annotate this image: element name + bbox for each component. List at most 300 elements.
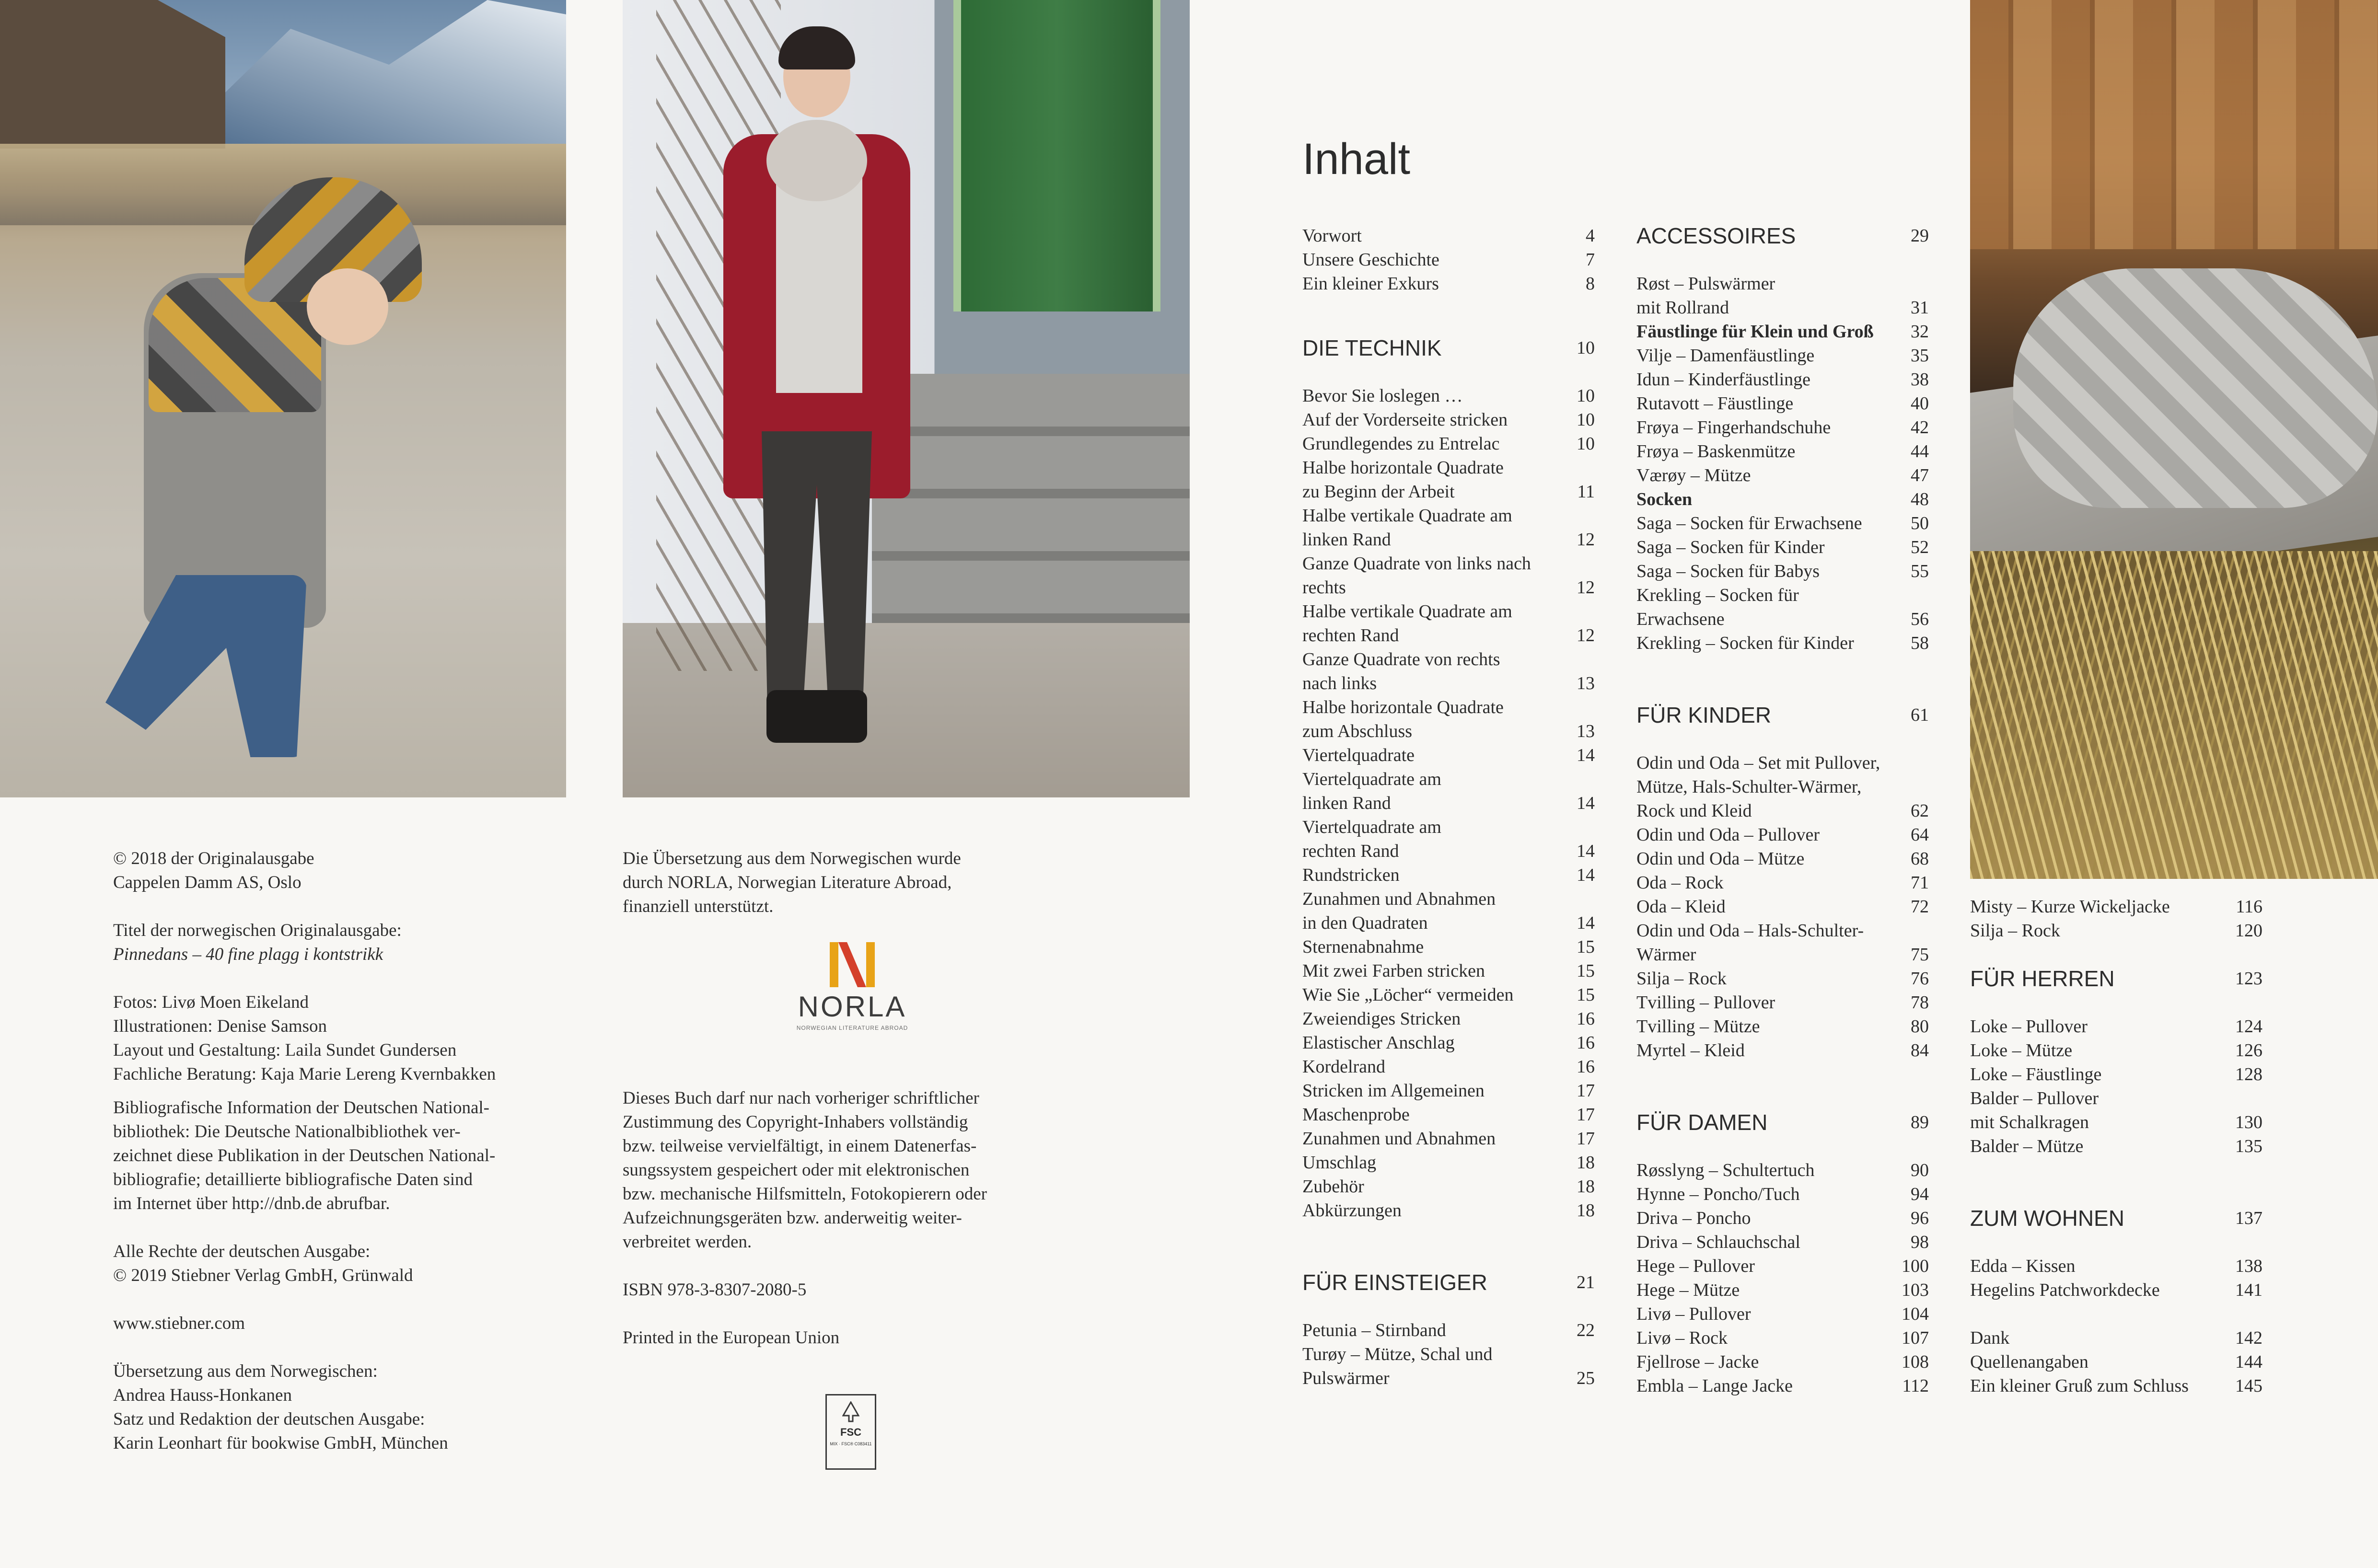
- toc-entry-title: Halbe horizontale Quadrate: [1302, 697, 1504, 717]
- toc-entry-title: Rundstricken: [1302, 865, 1400, 885]
- toc-page-number: 108: [1902, 1352, 1929, 1372]
- toc-entry: [1970, 1086, 2262, 1110]
- toc-page-number: 10: [1577, 410, 1595, 430]
- toc-entry: [1302, 647, 1595, 671]
- toc-entry-title: Hegelins Patchworkdecke: [1970, 1280, 2160, 1300]
- legal-line: Aufzeichnungsgeräten bzw. anderweitig weiter-: [623, 1208, 962, 1228]
- toc-page-number: 50: [1911, 513, 1929, 533]
- toc-page-number: 10: [1577, 338, 1595, 358]
- toc-entry: [1636, 607, 1929, 631]
- toc-entry: [1302, 1318, 1595, 1342]
- imprint-block: [113, 847, 592, 1455]
- toc-entry: [1302, 959, 1595, 983]
- toc-entry: [1302, 480, 1595, 504]
- toc-column-1: [1302, 224, 1595, 1390]
- fsc-label: FSC: [840, 1426, 861, 1438]
- toc-entry-title: Krekling – Socken für: [1636, 585, 1799, 605]
- toc-page-number: 107: [1902, 1328, 1929, 1348]
- toc-entry-title: Saga – Socken für Kinder: [1636, 537, 1825, 557]
- toc-page-number: 68: [1911, 849, 1929, 869]
- toc-entry-title: nach links: [1302, 673, 1377, 693]
- toc-page-number: 10: [1577, 386, 1595, 406]
- norla-wordmark: NORLA: [798, 991, 907, 1023]
- toc-entry: [1636, 1158, 1929, 1182]
- toc-entry-title: Bevor Sie loslegen …: [1302, 386, 1463, 406]
- toc-page-number: 84: [1911, 1040, 1929, 1061]
- toc-entry-title: Halbe horizontale Quadrate: [1302, 458, 1504, 478]
- toc-entry: [1302, 432, 1595, 456]
- toc-page-number: 130: [2235, 1112, 2262, 1132]
- toc-entry: [1302, 1007, 1595, 1031]
- toc-page-number: 62: [1911, 801, 1929, 821]
- toc-entry-title: Mit zwei Farben stricken: [1302, 961, 1485, 981]
- fsc-tree-icon: [842, 1401, 859, 1422]
- toc-page-number: 124: [2235, 1016, 2262, 1037]
- toc-page-number: 11: [1577, 482, 1595, 502]
- toc-entry: [1636, 1350, 1929, 1374]
- toc-entry: [1302, 224, 1595, 248]
- toc-section-heading: [1636, 1110, 1929, 1134]
- toc-entry-title: Balder – Mütze: [1970, 1136, 2084, 1156]
- toc-entry: [1302, 384, 1595, 408]
- toc-entry-title: DIE TECHNIK: [1302, 335, 1442, 360]
- biblio-line: bibliothek: Die Deutsche Nationalbibliothek ver-: [113, 1122, 461, 1141]
- toc-page-number: 72: [1911, 897, 1929, 917]
- toc-page-number: 15: [1577, 937, 1595, 957]
- toc-entry-title: Hege – Mütze: [1636, 1280, 1740, 1300]
- toc-entry: [1636, 1326, 1929, 1350]
- toc-entry-title: Socken: [1636, 489, 1693, 509]
- toc-entry-title: Krekling – Socken für Kinder: [1636, 633, 1854, 653]
- publisher-website: www.stiebner.com: [113, 1314, 245, 1333]
- photo-woman-red-cardigan: [623, 0, 1190, 797]
- toc-page-number: 90: [1911, 1160, 1929, 1180]
- toc-entry: [1970, 1326, 2262, 1350]
- toc-entry: [1302, 791, 1595, 815]
- toc-entry-title: Mütze, Hals-Schulter-Wärmer,: [1636, 777, 1862, 797]
- toc-page-number: 52: [1911, 537, 1929, 557]
- biblio-line: zeichnet diese Publikation in der Deutschen National-: [113, 1146, 496, 1165]
- toc-entry: [1636, 1302, 1929, 1326]
- toc-page-number: 16: [1577, 1033, 1595, 1053]
- toc-entry-title: Halbe vertikale Quadrate am: [1302, 506, 1512, 526]
- toc-page-number: 56: [1911, 609, 1929, 629]
- support-line: durch NORLA, Norwegian Literature Abroad,: [623, 873, 952, 892]
- toc-page-number: 96: [1911, 1208, 1929, 1228]
- toc-entry-title: Maschenprobe: [1302, 1105, 1410, 1125]
- toc-entry: [1636, 1038, 1929, 1062]
- toc-entry: [1302, 576, 1595, 600]
- toc-entry: [1302, 1199, 1595, 1222]
- toc-entry: [1636, 919, 1929, 943]
- original-title: Pinnedans – 40 fine plagg i kontstrikk: [113, 945, 383, 964]
- toc-entry: [1302, 911, 1595, 935]
- toc-entry-title: Balder – Pullover: [1970, 1088, 2099, 1108]
- toc-page-number: 58: [1911, 633, 1929, 653]
- credit-illustrations: Illustrationen: Denise Samson: [113, 1016, 327, 1036]
- toc-entry: [1970, 919, 2262, 943]
- legal-line: verbreitet werden.: [623, 1232, 752, 1252]
- toc-entry: [1636, 1182, 1929, 1206]
- toc-entry: [1636, 967, 1929, 991]
- toc-page-number: 75: [1911, 945, 1929, 965]
- toc-entry-title: Abkürzungen: [1302, 1200, 1402, 1221]
- toc-entry: [1302, 1175, 1595, 1199]
- toc-entry: [1636, 1015, 1929, 1038]
- toc-entry-title: Wärmer: [1636, 945, 1696, 965]
- toc-entry-title: zu Beginn der Arbeit: [1302, 482, 1455, 502]
- toc-column-3: [1970, 895, 2262, 1398]
- toc-entry-title: Røsslyng – Schultertuch: [1636, 1160, 1815, 1180]
- toc-page-number: 29: [1911, 226, 1929, 246]
- toc-page-number: 123: [2235, 968, 2262, 989]
- toc-page-number: 14: [1577, 913, 1595, 933]
- toc-entry: [1302, 839, 1595, 863]
- toc-page-number: 141: [2235, 1280, 2262, 1300]
- toc-entry-title: Frøya – Baskenmütze: [1636, 441, 1796, 461]
- toc-page-number: 21: [1577, 1272, 1595, 1292]
- toc-page-number: 55: [1911, 561, 1929, 581]
- toc-entry-title: Odin und Oda – Pullover: [1636, 825, 1820, 845]
- toc-entry: [1302, 552, 1595, 576]
- toc-page-number: 4: [1586, 226, 1595, 246]
- page-title: Inhalt: [1302, 135, 1411, 184]
- rights-label: Alle Rechte der deutschen Ausgabe:: [113, 1242, 371, 1261]
- toc-section-heading: [1970, 967, 2262, 991]
- toc-page-number: 78: [1911, 992, 1929, 1013]
- toc-entry-title: Driva – Poncho: [1636, 1208, 1751, 1228]
- toc-entry: [1636, 1230, 1929, 1254]
- toc-entry-title: Ganze Quadrate von links nach: [1302, 553, 1531, 574]
- toc-entry: [1636, 751, 1929, 775]
- copyright-original: © 2018 der Originalausgabe: [113, 849, 314, 868]
- toc-section-heading: [1636, 703, 1929, 727]
- original-title-label: Titel der norwegischen Originalausgabe:: [113, 921, 402, 940]
- toc-entry-title: rechten Rand: [1302, 625, 1399, 646]
- toc-entry: [1636, 296, 1929, 320]
- toc-entry-title: Zunahmen und Abnahmen: [1302, 1129, 1496, 1149]
- toc-entry-title: Grundlegendes zu Entrelac: [1302, 434, 1500, 454]
- toc-entry-title: Myrtel – Kleid: [1636, 1040, 1745, 1061]
- toc-page-number: 100: [1902, 1256, 1929, 1276]
- toc-entry-title: zum Abschluss: [1302, 721, 1413, 741]
- toc-entry-title: Driva – Schlauchschal: [1636, 1232, 1800, 1252]
- toc-page-number: 103: [1902, 1280, 1929, 1300]
- toc-entry: [1970, 1374, 2262, 1398]
- biblio-line: Bibliografische Information der Deutschen National-: [113, 1098, 489, 1118]
- norla-logo: [780, 938, 924, 1034]
- toc-section-heading: [1302, 336, 1595, 360]
- toc-entry: [1970, 1278, 2262, 1302]
- toc-entry: [1636, 943, 1929, 967]
- toc-page-number: 128: [2235, 1064, 2262, 1084]
- toc-entry-title: Fäustlinge für Klein und Groß: [1636, 322, 1874, 342]
- toc-entry-title: Ein kleiner Gruß zum Schluss: [1970, 1376, 2189, 1396]
- toc-entry: [1636, 368, 1929, 392]
- toc-page-number: 14: [1577, 841, 1595, 861]
- toc-entry-title: Zunahmen und Abnahmen: [1302, 889, 1496, 909]
- toc-page-number: 71: [1911, 873, 1929, 893]
- toc-entry: [1302, 863, 1595, 887]
- toc-entry: [1636, 392, 1929, 415]
- toc-entry: [1636, 1278, 1929, 1302]
- norla-tagline: NORWEGIAN LITERATURE ABROAD: [796, 1025, 908, 1031]
- toc-entry-title: Kordelrand: [1302, 1057, 1386, 1077]
- toc-entry-title: Hege – Pullover: [1636, 1256, 1755, 1276]
- editor: Karin Leonhart für bookwise GmbH, München: [113, 1433, 448, 1453]
- toc-entry-title: Quellenangaben: [1970, 1352, 2088, 1372]
- toc-page-number: 18: [1577, 1176, 1595, 1197]
- toc-entry-title: Loke – Fäustlinge: [1970, 1064, 2102, 1084]
- photo-mittens-on-hay: [1970, 0, 2378, 879]
- toc-page-number: 16: [1577, 1057, 1595, 1077]
- toc-entry: [1636, 631, 1929, 655]
- toc-entry-title: Halbe vertikale Quadrate am: [1302, 601, 1512, 622]
- toc-entry-title: Stricken im Allgemeinen: [1302, 1081, 1485, 1101]
- toc-entry: [1302, 695, 1595, 719]
- toc-entry-title: mit Rollrand: [1636, 298, 1729, 318]
- toc-entry-title: Misty – Kurze Wickeljacke: [1970, 897, 2170, 917]
- credit-layout: Layout und Gestaltung: Laila Sundet Gundersen: [113, 1040, 457, 1060]
- toc-page-number: 25: [1577, 1368, 1595, 1388]
- toc-page-number: 94: [1911, 1184, 1929, 1204]
- toc-entry: [1636, 1206, 1929, 1230]
- toc-entry-title: Idun – Kinderfäustlinge: [1636, 369, 1811, 390]
- toc-entry-title: Edda – Kissen: [1970, 1256, 2076, 1276]
- toc-page-number: 14: [1577, 745, 1595, 765]
- toc-entry: [1302, 935, 1595, 959]
- support-line: Die Übersetzung aus dem Norwegischen wurde: [623, 849, 961, 868]
- toc-page-number: 15: [1577, 961, 1595, 981]
- toc-entry-title: Røst – Pulswärmer: [1636, 274, 1775, 294]
- toc-page-number: 7: [1586, 250, 1595, 270]
- credit-photos: Fotos: Livø Moen Eikeland: [113, 992, 309, 1012]
- toc-entry-title: Viertelquadrate am: [1302, 817, 1441, 837]
- toc-entry-title: Tvilling – Pullover: [1636, 992, 1775, 1013]
- toc-entry: [1970, 1110, 2262, 1134]
- fsc-code: MIX · FSC® C083411: [830, 1441, 872, 1446]
- translation-support-note: [623, 847, 1102, 919]
- toc-page-number: 38: [1911, 369, 1929, 390]
- toc-entry: [1636, 320, 1929, 344]
- toc-entry-title: FÜR HERREN: [1970, 966, 2115, 991]
- toc-page-number: 120: [2235, 921, 2262, 941]
- toc-entry-title: Fjellrose – Jacke: [1636, 1352, 1759, 1372]
- toc-entry: [1302, 623, 1595, 647]
- toc-page-number: 15: [1577, 985, 1595, 1005]
- toc-entry: [1302, 887, 1595, 911]
- toc-page-number: 104: [1902, 1304, 1929, 1324]
- toc-page-number: 14: [1577, 865, 1595, 885]
- toc-entry-title: Embla – Lange Jacke: [1636, 1376, 1793, 1396]
- toc-entry-title: Rutavott – Fäustlinge: [1636, 393, 1794, 414]
- toc-page-number: 22: [1577, 1320, 1595, 1340]
- toc-entry: [1970, 1350, 2262, 1374]
- toc-entry: [1636, 559, 1929, 583]
- toc-entry: [1970, 1038, 2262, 1062]
- toc-entry-title: Ein kleiner Exkurs: [1302, 274, 1439, 294]
- toc-entry-title: Saga – Socken für Erwachsene: [1636, 513, 1862, 533]
- toc-entry: [1302, 528, 1595, 552]
- toc-entry-title: FÜR EINSTEIGER: [1302, 1270, 1487, 1295]
- toc-entry: [1302, 1342, 1595, 1366]
- toc-entry-title: Oda – Kleid: [1636, 897, 1726, 917]
- toc-page-number: 12: [1577, 625, 1595, 646]
- toc-entry-title: Wie Sie „Löcher“ vermeiden: [1302, 985, 1514, 1005]
- toc-page-number: 32: [1911, 322, 1929, 342]
- toc-entry: [1302, 1055, 1595, 1079]
- toc-entry: [1636, 272, 1929, 296]
- toc-entry: [1636, 871, 1929, 895]
- translator: Andrea Hauss-Honkanen: [113, 1385, 292, 1405]
- toc-entry-title: ZUM WOHNEN: [1970, 1206, 2124, 1231]
- norla-n-mark: [826, 938, 879, 991]
- toc-entry: [1302, 1127, 1595, 1151]
- toc-page-number: 17: [1577, 1129, 1595, 1149]
- toc-page-number: 40: [1911, 393, 1929, 414]
- legal-line: Zustimmung des Copyright-Inhabers vollständig: [623, 1112, 968, 1132]
- toc-entry-title: Turøy – Mütze, Schal und: [1302, 1344, 1493, 1364]
- toc-entry: [1636, 583, 1929, 607]
- toc-entry: [1636, 1254, 1929, 1278]
- toc-entry-title: Zweiendiges Stricken: [1302, 1009, 1461, 1029]
- toc-entry-title: mit Schalkragen: [1970, 1112, 2089, 1132]
- toc-page-number: 135: [2235, 1136, 2262, 1156]
- fsc-logo: [825, 1394, 876, 1470]
- toc-page-number: 13: [1577, 721, 1595, 741]
- translation-label: Übersetzung aus dem Norwegischen:: [113, 1361, 378, 1381]
- toc-page-number: 112: [1902, 1376, 1929, 1396]
- toc-entry-title: Loke – Pullover: [1970, 1016, 2088, 1037]
- toc-entry-title: ACCESSOIRES: [1636, 223, 1796, 248]
- toc-page-number: 31: [1911, 298, 1929, 318]
- toc-section-heading: [1636, 224, 1929, 248]
- toc-entry-title: Saga – Socken für Babys: [1636, 561, 1820, 581]
- toc-entry: [1636, 775, 1929, 799]
- toc-entry: [1970, 895, 2262, 919]
- biblio-line: im Internet über http://dnb.de abrufbar.: [113, 1194, 390, 1213]
- toc-entry: [1302, 767, 1595, 791]
- toc-page-number: 116: [2236, 897, 2262, 917]
- support-line: finanziell unterstützt.: [623, 897, 774, 916]
- toc-page-number: 144: [2235, 1352, 2262, 1372]
- printed-in: Printed in the European Union: [623, 1328, 840, 1348]
- photo-child-on-beach: [0, 0, 566, 797]
- toc-entry-title: Værøy – Mütze: [1636, 465, 1751, 485]
- toc-entry: [1302, 815, 1595, 839]
- toc-entry-title: rechten Rand: [1302, 841, 1399, 861]
- toc-entry: [1970, 1134, 2262, 1158]
- toc-entry: [1302, 671, 1595, 695]
- toc-entry: [1302, 1079, 1595, 1103]
- toc-page-number: 142: [2235, 1328, 2262, 1348]
- toc-entry-title: Auf der Vorderseite stricken: [1302, 410, 1508, 430]
- toc-entry: [1636, 895, 1929, 919]
- toc-entry: [1302, 1366, 1595, 1390]
- toc-page-number: 12: [1577, 530, 1595, 550]
- toc-entry-title: Pulswärmer: [1302, 1368, 1390, 1388]
- toc-entry: [1970, 1015, 2262, 1038]
- biblio-line: bibliografie; detaillierte bibliografische Daten sind: [113, 1170, 473, 1189]
- toc-page-number: 8: [1586, 274, 1595, 294]
- toc-page-number: 47: [1911, 465, 1929, 485]
- toc-entry-title: Unsere Geschichte: [1302, 250, 1439, 270]
- toc-entry-title: in den Quadraten: [1302, 913, 1428, 933]
- toc-page-number: 13: [1577, 673, 1595, 693]
- toc-page-number: 80: [1911, 1016, 1929, 1037]
- toc-page-number: 17: [1577, 1081, 1595, 1101]
- toc-entry: [1636, 344, 1929, 368]
- credit-advice: Fachliche Beratung: Kaja Marie Lereng Kvernbakken: [113, 1064, 496, 1084]
- toc-page-number: 98: [1911, 1232, 1929, 1252]
- toc-entry-title: Odin und Oda – Set mit Pullover,: [1636, 753, 1880, 773]
- toc-entry-title: Vorwort: [1302, 226, 1362, 246]
- toc-page-number: 44: [1911, 441, 1929, 461]
- toc-entry: [1636, 799, 1929, 823]
- toc-entry-title: Livø – Pullover: [1636, 1304, 1751, 1324]
- toc-entry: [1636, 535, 1929, 559]
- toc-entry: [1302, 719, 1595, 743]
- legal-line: sungssystem gespeichert oder mit elektronischen: [623, 1160, 970, 1180]
- toc-page-number: 145: [2235, 1376, 2262, 1396]
- toc-entry-title: linken Rand: [1302, 530, 1391, 550]
- toc-entry: [1636, 847, 1929, 871]
- toc-entry: [1302, 272, 1595, 296]
- toc-page-number: 18: [1577, 1200, 1595, 1221]
- toc-page-number: 17: [1577, 1105, 1595, 1125]
- toc-entry: [1302, 1031, 1595, 1055]
- toc-entry-title: Umschlag: [1302, 1153, 1377, 1173]
- toc-entry: [1302, 408, 1595, 432]
- toc-page-number: 48: [1911, 489, 1929, 509]
- toc-entry: [1302, 600, 1595, 623]
- legal-line: bzw. teilweise vervielfältigt, in einem Datenerfas-: [623, 1136, 977, 1156]
- toc-entry: [1636, 1374, 1929, 1398]
- isbn: ISBN 978-3-8307-2080-5: [623, 1280, 807, 1300]
- publisher-original: Cappelen Damm AS, Oslo: [113, 873, 302, 892]
- toc-entry: [1302, 983, 1595, 1007]
- toc-entry-title: Dank: [1970, 1328, 2010, 1348]
- toc-entry-title: Ganze Quadrate von rechts: [1302, 649, 1500, 669]
- toc-entry: [1636, 487, 1929, 511]
- toc-entry-title: Loke – Mütze: [1970, 1040, 2073, 1061]
- toc-entry: [1636, 415, 1929, 439]
- toc-entry: [1636, 439, 1929, 463]
- toc-section-heading: [1970, 1206, 2262, 1230]
- toc-page-number: 18: [1577, 1153, 1595, 1173]
- toc-page-number: 61: [1911, 705, 1929, 725]
- toc-page-number: 16: [1577, 1009, 1595, 1029]
- toc-page-number: 42: [1911, 417, 1929, 438]
- toc-entry: [1302, 456, 1595, 480]
- rights-holder: © 2019 Stiebner Verlag GmbH, Grünwald: [113, 1266, 413, 1285]
- toc-entry-title: Odin und Oda – Hals-Schulter-: [1636, 921, 1864, 941]
- toc-entry: [1302, 248, 1595, 272]
- legal-line: Dieses Buch darf nur nach vorheriger schriftlicher: [623, 1088, 979, 1108]
- toc-entry-title: Vilje – Damenfäustlinge: [1636, 346, 1815, 366]
- toc-entry: [1302, 1151, 1595, 1175]
- toc-entry-title: Tvilling – Mütze: [1636, 1016, 1760, 1037]
- toc-entry-title: Sternenabnahme: [1302, 937, 1424, 957]
- toc-entry-title: Viertelquadrate am: [1302, 769, 1441, 789]
- toc-entry: [1970, 1254, 2262, 1278]
- toc-entry-title: Hynne – Poncho/Tuch: [1636, 1184, 1800, 1204]
- toc-entry-title: rechts: [1302, 577, 1346, 598]
- toc-entry: [1302, 1103, 1595, 1127]
- toc-entry: [1636, 463, 1929, 487]
- toc-entry-title: Silja – Rock: [1970, 921, 2060, 941]
- toc-entry: [1636, 991, 1929, 1015]
